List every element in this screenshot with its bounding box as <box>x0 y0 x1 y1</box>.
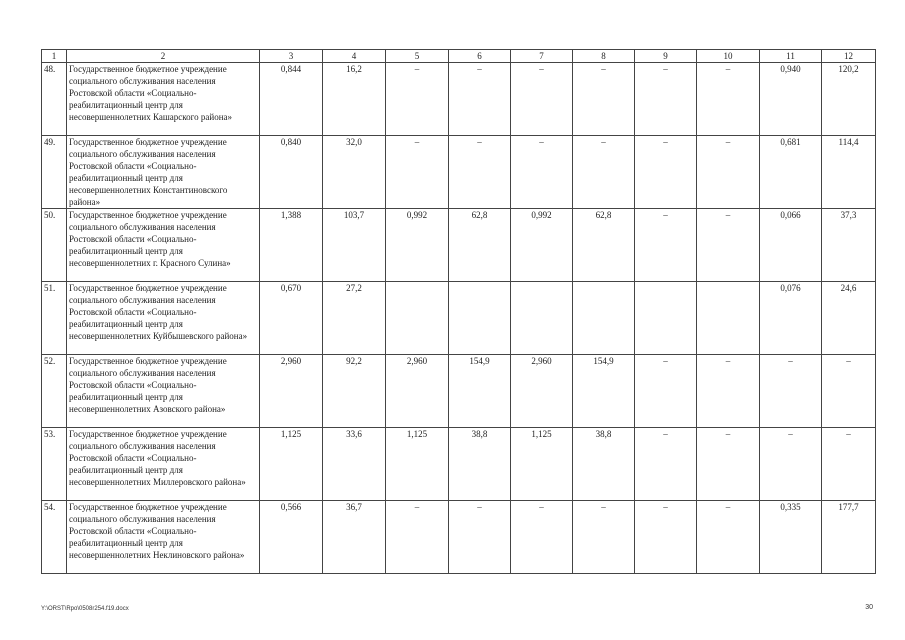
column-header: 12 <box>822 50 876 63</box>
cell-col11: 0,940 <box>760 63 822 136</box>
cell-col6 <box>449 282 511 355</box>
institution-name: Государственное бюджетное учреждение социального обслуживания населения Ростовской области «Социально-реабилитационный центр для несовершеннолетних Константиновского района» <box>67 136 260 209</box>
institution-name: Государственное бюджетное учреждение социального обслуживания населения Ростовской области «Социально-реабилитационный центр для несовершеннолетних Куйбышевского района» <box>67 282 260 355</box>
cell-col6: – <box>449 63 511 136</box>
institution-name: Государственное бюджетное учреждение социального обслуживания населения Ростовской области «Социально-реабилитационный центр для несовершеннолетних Неклиновского района» <box>67 501 260 574</box>
cell-col5 <box>386 282 449 355</box>
cell-col7 <box>511 282 573 355</box>
cell-col5: – <box>386 501 449 574</box>
cell-col9: – <box>635 501 697 574</box>
page-number: 30 <box>865 604 873 611</box>
column-header: 2 <box>67 50 260 63</box>
institution-name: Государственное бюджетное учреждение социального обслуживания населения Ростовской области «Социально-реабилитационный центр для несовершеннолетних г. Красного Сулина» <box>67 209 260 282</box>
cell-col5: 0,992 <box>386 209 449 282</box>
cell-col6: 38,8 <box>449 428 511 501</box>
cell-col11: 0,066 <box>760 209 822 282</box>
cell-col5: 1,125 <box>386 428 449 501</box>
cell-col9: – <box>635 136 697 209</box>
cell-col8: 154,9 <box>573 355 635 428</box>
cell-col10: – <box>697 501 760 574</box>
table-row <box>42 209 876 282</box>
cell-col8: – <box>573 63 635 136</box>
column-header: 1 <box>42 50 67 63</box>
cell-col4: 32,0 <box>323 136 386 209</box>
cell-col10: – <box>697 209 760 282</box>
cell-col5: – <box>386 63 449 136</box>
cell-col3: 0,844 <box>260 63 323 136</box>
row-number: 50. <box>42 209 67 282</box>
file-path: Y:\ORST\Rpo\0508r254.f19.docx <box>41 606 129 612</box>
cell-col10 <box>697 282 760 355</box>
cell-col3: 0,566 <box>260 501 323 574</box>
table-row <box>42 282 876 355</box>
column-header: 6 <box>449 50 511 63</box>
column-header: 10 <box>697 50 760 63</box>
cell-col10: – <box>697 136 760 209</box>
cell-col7: 1,125 <box>511 428 573 501</box>
cell-col7: – <box>511 136 573 209</box>
column-header: 8 <box>573 50 635 63</box>
table-row <box>42 355 876 428</box>
cell-col4: 103,7 <box>323 209 386 282</box>
cell-col8: 62,8 <box>573 209 635 282</box>
column-header: 3 <box>260 50 323 63</box>
row-number: 48. <box>42 63 67 136</box>
column-header: 9 <box>635 50 697 63</box>
row-number: 51. <box>42 282 67 355</box>
cell-col12: 120,2 <box>822 63 876 136</box>
table-row <box>42 63 876 136</box>
cell-col4: 27,2 <box>323 282 386 355</box>
cell-col11: 0,681 <box>760 136 822 209</box>
cell-col8: 38,8 <box>573 428 635 501</box>
column-header: 5 <box>386 50 449 63</box>
cell-col12: – <box>822 355 876 428</box>
cell-col10: – <box>697 428 760 501</box>
cell-col3: 1,125 <box>260 428 323 501</box>
row-number: 54. <box>42 501 67 574</box>
cell-col12: 37,3 <box>822 209 876 282</box>
cell-col7: 0,992 <box>511 209 573 282</box>
row-number: 49. <box>42 136 67 209</box>
cell-col8: – <box>573 136 635 209</box>
cell-col11: – <box>760 355 822 428</box>
cell-col3: 2,960 <box>260 355 323 428</box>
institution-name: Государственное бюджетное учреждение социального обслуживания населения Ростовской области «Социально-реабилитационный центр для несовершеннолетних Кашарского района» <box>67 63 260 136</box>
cell-col12: 114,4 <box>822 136 876 209</box>
column-header: 4 <box>323 50 386 63</box>
cell-col11: 0,335 <box>760 501 822 574</box>
cell-col5: – <box>386 136 449 209</box>
cell-col11: 0,076 <box>760 282 822 355</box>
cell-col7: – <box>511 501 573 574</box>
cell-col9 <box>635 282 697 355</box>
institution-name: Государственное бюджетное учреждение социального обслуживания населения Ростовской области «Социально-реабилитационный центр для несовершеннолетних Азовского района» <box>67 355 260 428</box>
cell-col9: – <box>635 355 697 428</box>
cell-col5: 2,960 <box>386 355 449 428</box>
cell-col6: – <box>449 501 511 574</box>
cell-col9: – <box>635 428 697 501</box>
data-table <box>41 49 876 574</box>
row-number: 52. <box>42 355 67 428</box>
cell-col3: 0,840 <box>260 136 323 209</box>
cell-col3: 1,388 <box>260 209 323 282</box>
cell-col10: – <box>697 355 760 428</box>
cell-col12: 177,7 <box>822 501 876 574</box>
cell-col9: – <box>635 63 697 136</box>
cell-col3: 0,670 <box>260 282 323 355</box>
cell-col7: – <box>511 63 573 136</box>
cell-col4: 33,6 <box>323 428 386 501</box>
table-row <box>42 428 876 501</box>
column-header: 7 <box>511 50 573 63</box>
cell-col7: 2,960 <box>511 355 573 428</box>
cell-col4: 92,2 <box>323 355 386 428</box>
cell-col12: – <box>822 428 876 501</box>
cell-col9: – <box>635 209 697 282</box>
cell-col11: – <box>760 428 822 501</box>
cell-col4: 16,2 <box>323 63 386 136</box>
cell-col12: 24,6 <box>822 282 876 355</box>
cell-col8 <box>573 282 635 355</box>
table-row <box>42 501 876 574</box>
column-header: 11 <box>760 50 822 63</box>
cell-col10: – <box>697 63 760 136</box>
row-number: 53. <box>42 428 67 501</box>
institution-name: Государственное бюджетное учреждение социального обслуживания населения Ростовской области «Социально-реабилитационный центр для несовершеннолетних Миллеровского района» <box>67 428 260 501</box>
cell-col8: – <box>573 501 635 574</box>
header-row <box>42 50 876 63</box>
cell-col4: 36,7 <box>323 501 386 574</box>
cell-col6: 62,8 <box>449 209 511 282</box>
cell-col6: – <box>449 136 511 209</box>
table-row <box>42 136 876 209</box>
cell-col6: 154,9 <box>449 355 511 428</box>
